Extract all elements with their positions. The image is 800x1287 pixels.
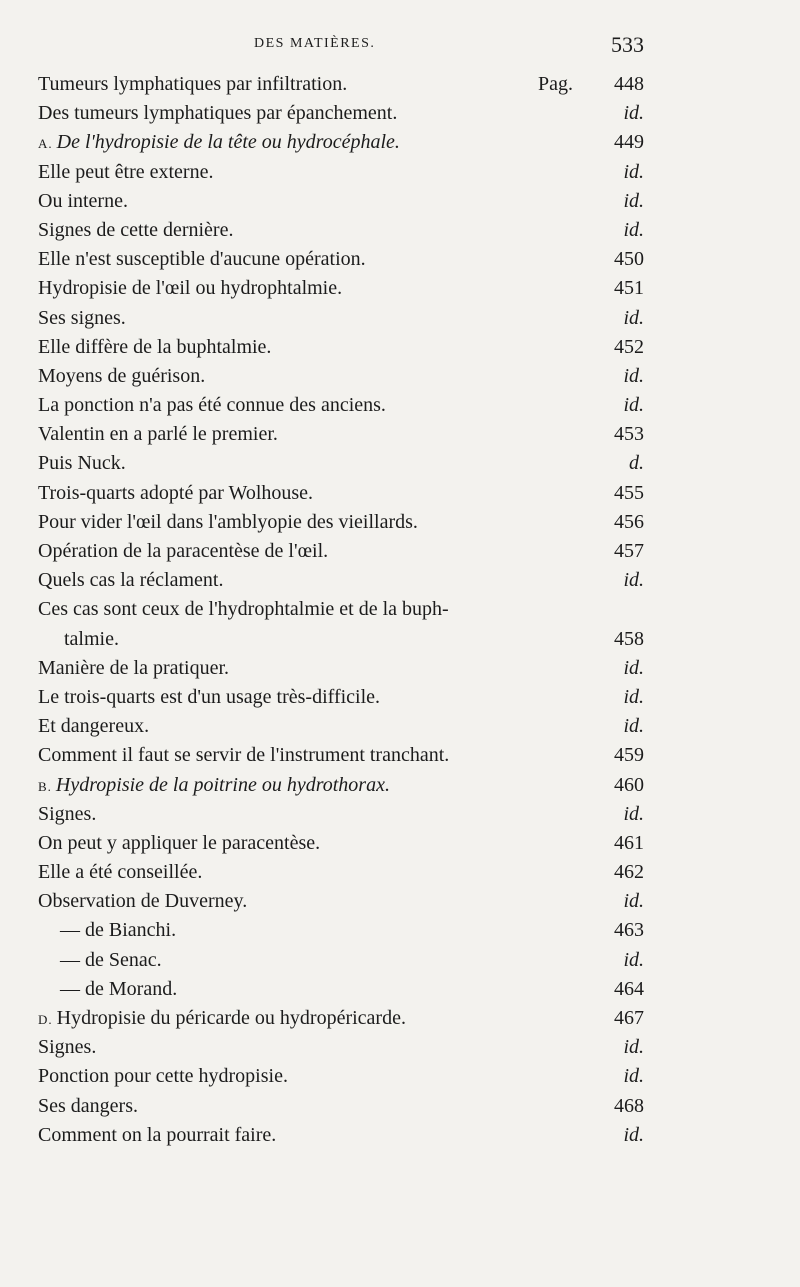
entry-page-ref: 452: [614, 335, 644, 358]
entry-text: [38, 595, 449, 624]
entry-text: [38, 449, 126, 478]
index-entry: [0, 70, 800, 99]
index-entry: [0, 975, 800, 1004]
entry-label: Tumeurs lymphatiques par infiltration.: [38, 73, 348, 95]
entry-text: [38, 216, 233, 245]
entry-text: [38, 1121, 276, 1150]
entry-page-ref: id.: [623, 306, 644, 329]
entry-page-ref: 468: [614, 1094, 644, 1117]
entry-page-ref: 459: [614, 744, 644, 767]
entry-label: Opération de la paracentèse de l'œil.: [38, 540, 329, 562]
entry-text: [38, 391, 386, 420]
entry-label: — de Senac.: [60, 948, 162, 971]
entry-section-letter: B.: [38, 778, 52, 794]
entry-text: [38, 1004, 406, 1034]
entry-text: [60, 946, 162, 975]
index-entry: [0, 158, 800, 187]
index-entry: [0, 537, 800, 566]
entry-text: [38, 362, 205, 391]
entry-text: [38, 1092, 138, 1121]
entry-page-ref: 450: [614, 248, 644, 271]
entry-text: [38, 829, 320, 858]
entry-page-ref: 463: [614, 919, 644, 942]
index-entry: [0, 771, 800, 800]
index-entry: [0, 916, 800, 945]
entry-page-ref: id.: [623, 890, 644, 913]
entry-label: Signes.: [38, 1036, 97, 1059]
index-entry: [0, 1062, 800, 1091]
entry-page-ref: 467: [614, 1007, 644, 1029]
entry-text: [38, 771, 390, 801]
entry-label: Elle a été conseillée.: [38, 861, 203, 884]
entry-page-ref: 461: [614, 831, 644, 854]
entry-text: [38, 304, 126, 333]
entry-label: talmie.: [64, 627, 119, 650]
index-entry: [0, 420, 800, 449]
entry-page-ref: id.: [623, 394, 644, 417]
entry-text: [38, 508, 418, 537]
entry-page-ref: id.: [623, 102, 644, 125]
index-entry: [0, 1004, 800, 1033]
entry-label: Ses signes.: [38, 306, 126, 329]
entry-label: Elle diffère de la buphtalmie.: [38, 335, 272, 358]
entry-label: Elle n'est susceptible d'aucune opération.: [38, 248, 366, 271]
page-header: [36, 34, 644, 64]
entry-page-ref: id.: [623, 685, 644, 708]
entry-page-ref: id.: [623, 948, 644, 971]
entry-text: [38, 566, 223, 595]
entry-text: [38, 479, 313, 508]
index-entry: [0, 333, 800, 362]
entry-label: Moyens de guérison.: [38, 364, 206, 387]
entry-page-ref: id.: [623, 189, 644, 212]
entry-label: La ponction n'a pas été connue des anciens.: [38, 394, 386, 417]
entry-page-ref: 455: [614, 481, 644, 504]
entry-label: Elle peut être externe.: [38, 160, 214, 183]
index-entry: [0, 216, 800, 245]
entry-text: [38, 274, 342, 303]
entry-text: [38, 420, 278, 449]
entry-label: Comment on la pourrait faire.: [38, 1123, 277, 1146]
index-entry: [0, 187, 800, 216]
entry-label: Ces cas sont ceux de l'hydrophtalmie et de la buph-: [38, 598, 449, 621]
entry-label: Quels cas la réclament.: [38, 569, 224, 592]
entry-text: [38, 245, 366, 274]
entry-page-ref: id.: [623, 160, 644, 183]
page-number: 533: [611, 32, 644, 57]
index-entry: [0, 479, 800, 508]
entry-label: Pour vider l'œil dans l'amblyopie des vieillards.: [38, 510, 418, 533]
entry-label: On peut y appliquer le paracentèse.: [38, 831, 321, 854]
index-entry: [0, 595, 800, 624]
entry-label: De l'hydropisie de la tête ou hydrocéphale.: [56, 131, 400, 154]
entry-page-ref: id.: [623, 1123, 644, 1146]
entry-text: [38, 887, 247, 916]
entry-label: Ponction pour cette hydropisie.: [38, 1065, 288, 1088]
entry-text: [38, 712, 149, 741]
index-entry: [0, 274, 800, 303]
entry-label: Ses dangers.: [38, 1094, 138, 1117]
entry-text: [38, 128, 400, 158]
index-entry: [0, 829, 800, 858]
entry-text: [38, 70, 347, 99]
entry-page-ref: id.: [623, 1065, 644, 1088]
entry-label: — de Bianchi.: [60, 919, 177, 942]
entry-page-ref: id.: [623, 218, 644, 241]
entry-label: Et dangereux.: [38, 715, 150, 738]
entry-label: Hydropisie de l'œil ou hydrophtalmie.: [38, 277, 343, 300]
index-entry: [0, 683, 800, 712]
entry-page-ref: d.: [629, 452, 644, 475]
entry-text: [38, 1062, 288, 1091]
entry-page-ref: 457: [614, 540, 644, 562]
entry-text: [38, 99, 397, 128]
index-entry: [0, 741, 800, 770]
index-entry: [0, 304, 800, 333]
entry-page-ref: 464: [614, 977, 644, 1000]
entry-label: Trois-quarts adopté par Wolhouse.: [38, 481, 314, 504]
entry-text: [38, 1033, 96, 1062]
index-entry: [0, 946, 800, 975]
entry-page-ref: 456: [614, 510, 644, 533]
entry-page-ref: 449: [614, 131, 644, 154]
entry-label: Signes de cette dernière.: [38, 218, 234, 241]
entry-label: Ou interne.: [38, 189, 128, 212]
index-entry: [0, 858, 800, 887]
entry-text: [38, 187, 128, 216]
entry-section-letter: A.: [38, 136, 53, 152]
entry-label: Valentin en a parlé le premier.: [38, 423, 278, 446]
index-entry: [0, 245, 800, 274]
entry-label: Hydropisie de la poitrine ou hydrothorax.: [55, 773, 390, 796]
entry-label: Puis Nuck.: [38, 452, 126, 475]
index-entry: [0, 654, 800, 683]
entry-page-ref: 448: [614, 73, 644, 95]
entry-page-ref: id.: [623, 656, 644, 679]
entry-page-ref: id.: [623, 802, 644, 825]
entry-page-ref: id.: [623, 569, 644, 592]
index-entry: [0, 362, 800, 391]
entry-pag-label: Pag.: [538, 73, 573, 95]
index-entry: [0, 391, 800, 420]
index-entry: [0, 625, 800, 654]
index-entry: [0, 1033, 800, 1062]
entry-page-ref: 460: [614, 773, 644, 796]
running-title: DES MATIÈRES.: [254, 36, 376, 51]
index-entry: [0, 800, 800, 829]
entry-page-ref: id.: [623, 364, 644, 387]
entry-text: [38, 741, 449, 770]
entry-page-ref: id.: [623, 1036, 644, 1059]
entry-text: [38, 158, 213, 187]
entry-text: [38, 537, 328, 566]
entry-page-ref: id.: [623, 715, 644, 738]
entry-text: [60, 975, 177, 1004]
entry-label: Des tumeurs lymphatiques par épanchement.: [38, 102, 398, 125]
entry-label: Le trois-quarts est d'un usage très-difficile.: [38, 685, 381, 708]
entry-page-ref: 451: [614, 277, 644, 300]
entry-label: Signes.: [38, 802, 97, 825]
entry-page-ref: 458: [614, 627, 644, 650]
entry-label: Hydropisie du péricarde ou hydropéricarde.: [56, 1007, 406, 1029]
entry-text: [38, 800, 96, 829]
entry-text: [38, 333, 271, 362]
index-entry: [0, 449, 800, 478]
index-entry: [0, 712, 800, 741]
entry-label: Observation de Duverney.: [38, 890, 248, 913]
entry-section-letter: D.: [38, 1012, 53, 1027]
entry-text: [38, 858, 202, 887]
index-entry: [0, 99, 800, 128]
entry-text: [64, 625, 119, 654]
entry-text: [60, 916, 176, 945]
index-entry: [0, 1121, 800, 1150]
index-entry: [0, 1092, 800, 1121]
entry-label: — de Morand.: [60, 977, 178, 1000]
entry-text: [38, 683, 380, 712]
index-entry: [0, 566, 800, 595]
entry-label: Manière de la pratiquer.: [38, 656, 230, 679]
entry-page-ref: 453: [614, 423, 644, 446]
index-entry: [0, 887, 800, 916]
index-entries: [0, 70, 800, 1150]
entry-text: [38, 654, 229, 683]
index-entry: [0, 128, 800, 157]
entry-page-ref: 462: [614, 861, 644, 884]
index-entry: [0, 508, 800, 537]
entry-label: Comment il faut se servir de l'instrument tranchant.: [38, 744, 450, 767]
